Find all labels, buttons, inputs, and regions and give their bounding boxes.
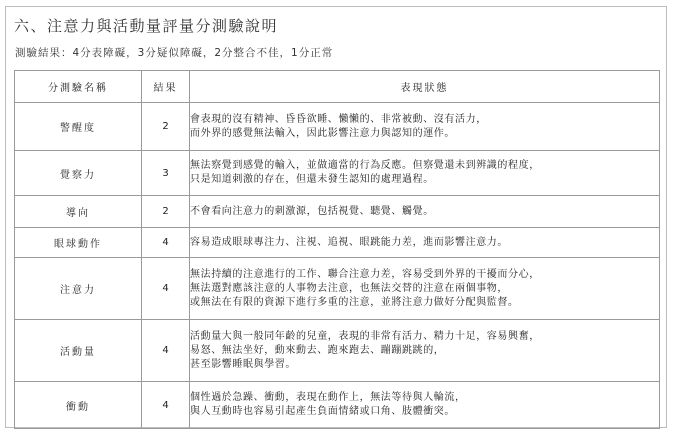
subtest-name: 活動量 bbox=[15, 320, 142, 382]
subtest-description bbox=[190, 196, 660, 228]
table-row bbox=[15, 151, 660, 196]
description-line: 無法選對應該注意的人事物去注意，也無法交替的注意在兩個事物， bbox=[190, 282, 508, 294]
description-line: 與人互動時也容易引起產生負面情緒或口角、肢體衝突。 bbox=[190, 406, 455, 417]
subtest-description bbox=[190, 228, 660, 258]
header-performance: 表現狀態 bbox=[190, 71, 660, 103]
description-line: 容易造成眼球專注力、注視、追視、眼跳能力差，進而影響注意力。 bbox=[190, 236, 508, 248]
subtest-score: 2 bbox=[142, 196, 190, 228]
scoring-note: 測驗結果：4分表障礙，3分疑似障礙，2分整合不佳，1分正常 bbox=[15, 47, 334, 59]
table-row bbox=[15, 228, 660, 258]
description-line: 無法察覺到感覺的輸入，並做適當的行為反應。但察覺還未到辨識的程度， bbox=[190, 160, 540, 171]
subtest-name: 衝動 bbox=[15, 382, 142, 429]
subtest-description bbox=[190, 151, 660, 196]
description-line: 只是知道刺激的存在，但還未發生認知的處理過程。 bbox=[190, 174, 434, 185]
report-panel bbox=[5, 6, 667, 428]
table-row bbox=[15, 382, 660, 429]
subtest-score: 2 bbox=[142, 103, 190, 151]
header-subtest-name: 分測驗名稱 bbox=[15, 71, 142, 103]
subtest-description bbox=[190, 320, 660, 382]
description-line: 而外界的感覺無法輸入，因此影響注意力與認知的運作。 bbox=[190, 127, 455, 139]
subtest-score: 4 bbox=[142, 320, 190, 382]
description-line: 會表現的沒有精神、昏昏欲睡、懶懶的、非常被動、沒有活力， bbox=[190, 113, 487, 125]
subtest-name: 警醒度 bbox=[15, 103, 142, 151]
subtest-description bbox=[190, 382, 660, 429]
subtest-name: 眼球動作 bbox=[15, 228, 142, 258]
table-row bbox=[15, 258, 660, 320]
subtest-name: 導向 bbox=[15, 196, 142, 228]
section-title: 六、注意力與活動量評量分測驗說明 bbox=[14, 17, 279, 35]
description-line: 不會看向注意力的刺激源，包括視覺、聽覺、觸覺。 bbox=[190, 205, 434, 217]
subtest-score: 4 bbox=[142, 382, 190, 429]
subtest-score: 4 bbox=[142, 228, 190, 258]
description-line: 易怒、無法坐好，動來動去、跑來跑去、蹦蹦跳跳的， bbox=[190, 344, 445, 356]
description-line: 無法持續的注意進行的工作、聯合注意力差，容易受到外界的干擾而分心， bbox=[190, 268, 540, 280]
description-line: 個性過於急躁、衝動，表現在動作上，無法等待與人輪流， bbox=[190, 392, 466, 403]
description-line: 甚至影響睡眠與學習。 bbox=[190, 358, 296, 370]
table-header-row bbox=[15, 71, 660, 103]
description-line: 活動量大與一般同年齡的兒童，表現的非常有活力、精力十足，容易興奮， bbox=[190, 330, 540, 342]
subtest-name: 注意力 bbox=[15, 258, 142, 320]
subtest-name: 覺察力 bbox=[15, 151, 142, 196]
description-line: 或無法在有限的資源下進行多重的注意，並將注意力做好分配與監督。 bbox=[190, 296, 519, 308]
subtest-description bbox=[190, 258, 660, 320]
table-row bbox=[15, 320, 660, 382]
subtest-score: 4 bbox=[142, 258, 190, 320]
header-result: 結果 bbox=[142, 71, 190, 103]
subtest-table bbox=[14, 70, 660, 429]
table-row bbox=[15, 103, 660, 151]
subtest-description bbox=[190, 103, 660, 151]
table-row bbox=[15, 196, 660, 228]
subtest-score: 3 bbox=[142, 151, 190, 196]
